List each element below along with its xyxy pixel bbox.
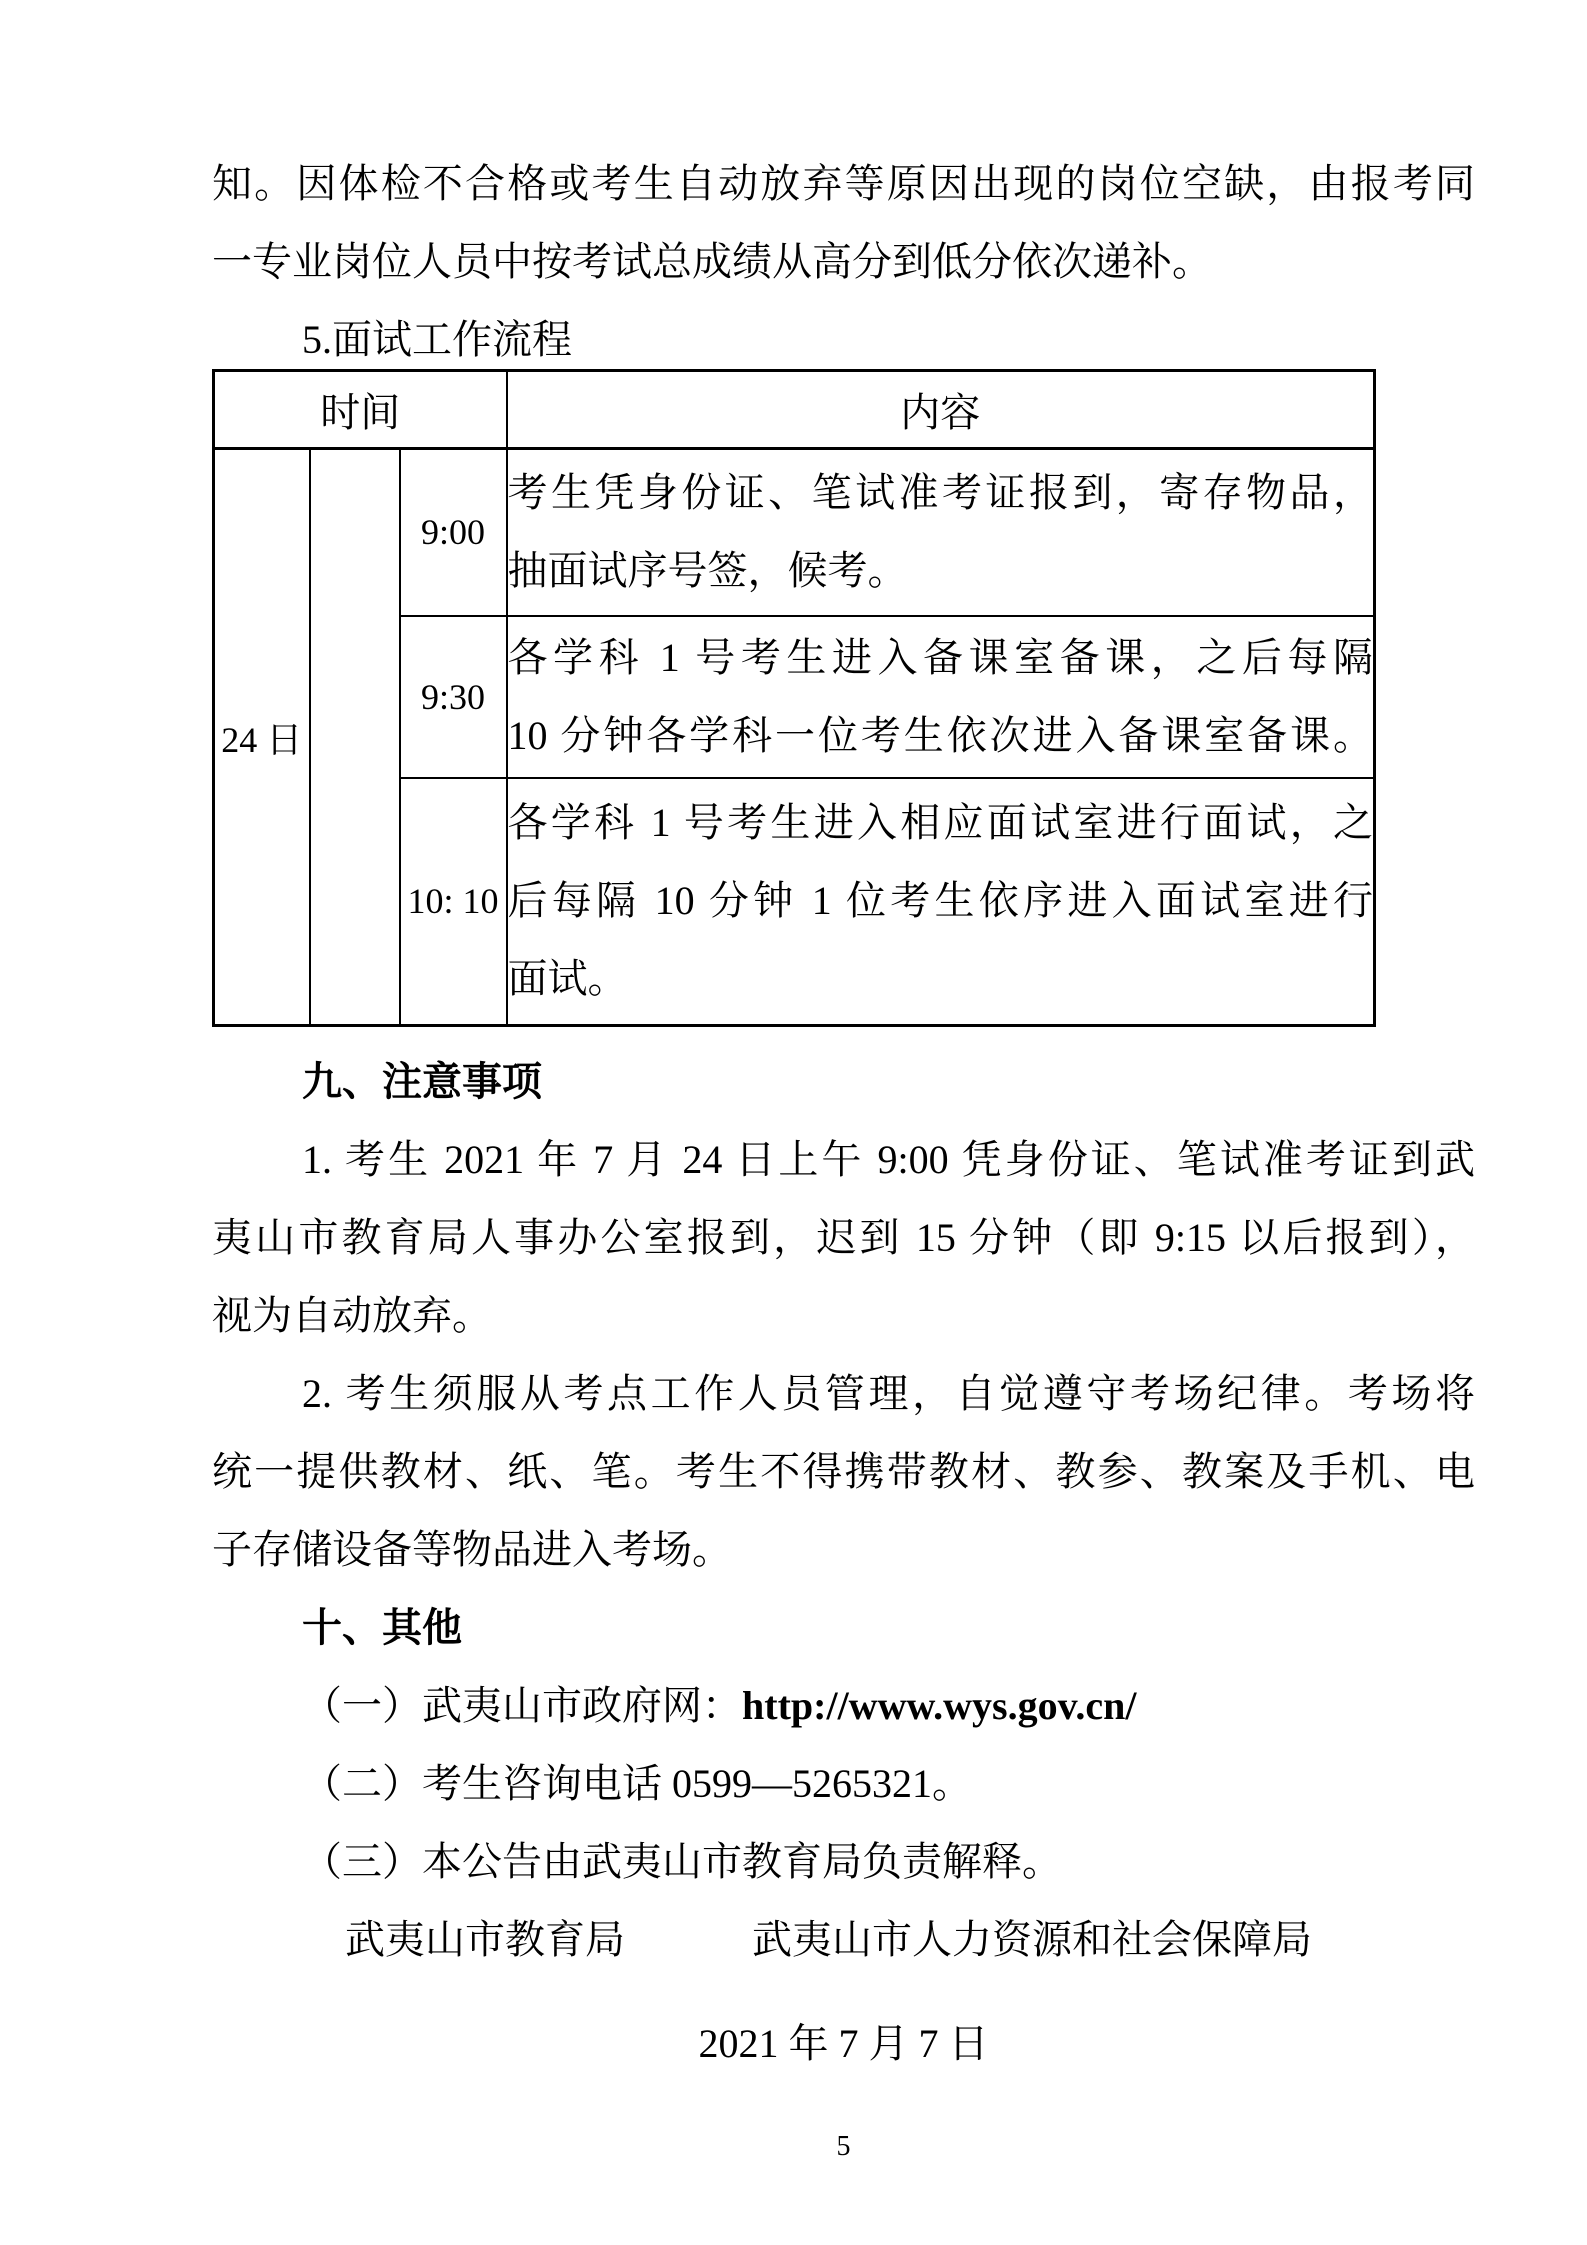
other-section-heading: 十、其他 (302, 1606, 462, 1650)
signature-education-bureau: 武夷山市教育局 (345, 1917, 625, 1962)
intro-paragraph-line-2: 一专业岗位人员中按考试总成绩从高分到低分依次递补。 (212, 239, 1212, 284)
table-date-cell: 24 日 (214, 449, 310, 1026)
other-item-1-label: （一）武夷山市政府网： (302, 1683, 742, 1728)
page-number: 5 (836, 2131, 851, 2162)
table-content-line: 10 分钟各学科一位考生依次进入备课室备课。 (507, 712, 1373, 758)
table-content-line: 各学科 1 号考生进入相应面试室进行面试，之 (507, 800, 1373, 846)
table-row (214, 449, 1375, 616)
other-item-2: （二）考生咨询电话 0599—5265321。 (302, 1761, 972, 1806)
interview-schedule-table (212, 369, 1376, 1027)
notes-para1-line-1: 1. 考生 2021 年 7 月 24 日上午 9:00 凭身份证、笔试准考证到武 (302, 1137, 1475, 1182)
table-time-cell-900: 9:00 (400, 449, 507, 616)
table-content-line: 面试。 (507, 956, 628, 1002)
other-item-3: （三）本公告由武夷山市教育局负责解释。 (302, 1839, 1062, 1884)
table-content-cell-930 (507, 616, 1375, 778)
table-content-line: 后每隔 10 分钟 1 位考生依序进入面试室进行 (507, 878, 1373, 924)
table-content-cell-900 (507, 449, 1375, 616)
document-date: 2021 年 7 月 7 日 (698, 2021, 989, 2066)
table-content-line: 抽面试序号签，候考。 (507, 548, 908, 594)
notes-para1-line-3: 视为自动放弃。 (212, 1293, 492, 1338)
table-header-content: 内容 (507, 371, 1375, 449)
table-empty-cell (310, 449, 400, 1026)
interview-flow-subheading: 5.面试工作流程 (302, 317, 572, 362)
notes-para2-line-1: 2. 考生须服从考点工作人员管理，自觉遵守考场纪律。考场将 (302, 1371, 1475, 1416)
document-content (212, 145, 1475, 2165)
intro-paragraph-line-1: 知。因体检不合格或考生自动放弃等原因出现的岗位空缺，由报考同 (212, 161, 1475, 206)
other-item-1 (212, 1667, 1475, 1745)
table-content-line: 各学科 1 号考生进入备课室备课，之后每隔 (507, 634, 1373, 680)
signature-row (212, 1901, 1475, 1979)
government-website-url: http://www.wys.gov.cn/ (742, 1683, 1137, 1728)
notes-para2-line-3: 子存储设备等物品进入考场。 (212, 1527, 732, 1572)
table-content-cell-1010 (507, 778, 1375, 1026)
notes-para1-line-2: 夷山市教育局人事办公室报到，迟到 15 分钟（即 9:15 以后报到）， (212, 1215, 1475, 1260)
table-header-row (214, 371, 1375, 449)
notes-para2-line-2: 统一提供教材、纸、笔。考生不得携带教材、教参、教案及手机、电 (212, 1449, 1475, 1494)
table-time-cell-930: 9:30 (400, 616, 507, 778)
notes-section-heading: 九、注意事项 (302, 1060, 542, 1104)
table-content-line: 考生凭身份证、笔试准考证报到，寄存物品， (507, 470, 1373, 516)
signature-hr-social-security-bureau: 武夷山市人力资源和社会保障局 (752, 1917, 1312, 1962)
table-time-cell-1010: 10: 10 (400, 778, 507, 1026)
table-header-time: 时间 (214, 371, 507, 449)
